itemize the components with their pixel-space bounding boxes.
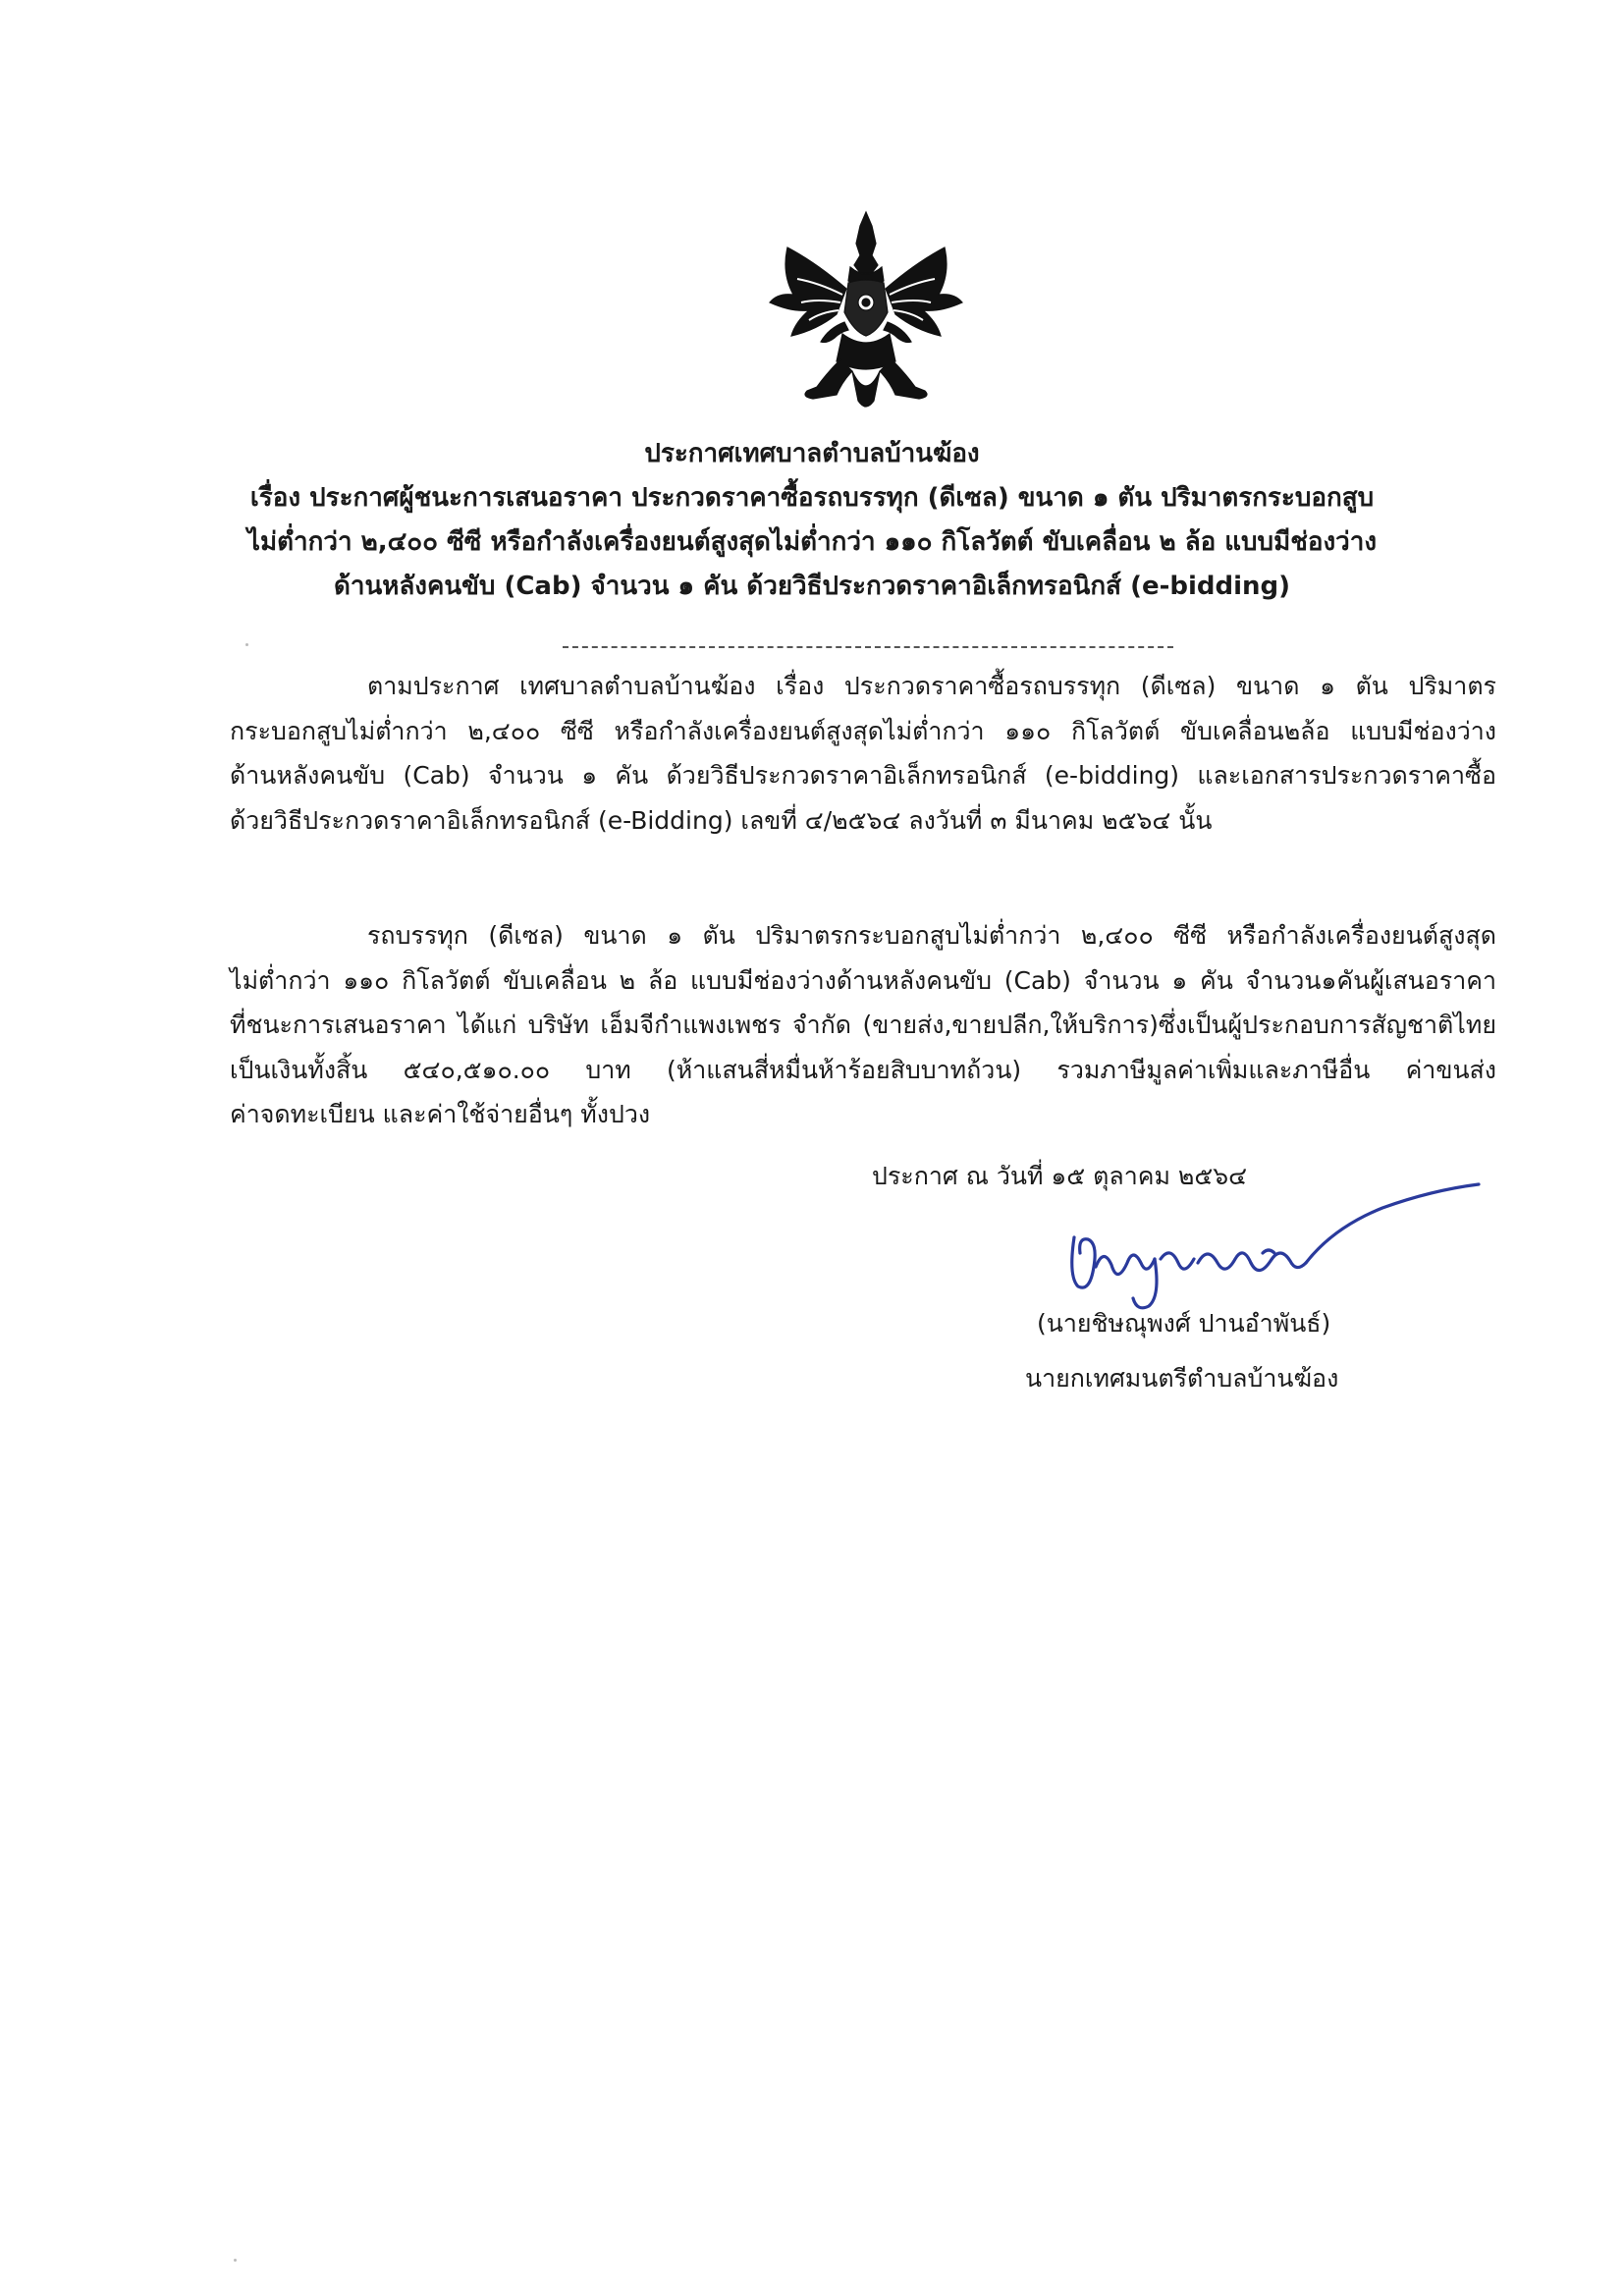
paragraph-1-line-4: ด้วยวิธีประกวดราคาอิเล็กทรอนิกส์ (e-Bidding) เลขที่ ๔/๒๕๖๔ ลงวันที่ ๓ มีนาคม ๒๕๖๔ นั้น	[230, 805, 1213, 835]
paragraph-1-line-2: กระบอกสูบไม่ต่ำกว่า ๒,๔๐๐ ซีซี หรือกำลังเครื่องยนต์สูงสุดไม่ต่ำกว่า ๑๑๐ กิโลวัตต์ ขับเคลื่อน๒ล้อ แบบมีช่องว่าง	[230, 716, 1497, 745]
scan-speck	[234, 2259, 237, 2262]
garuda-emblem-icon	[758, 204, 974, 420]
paragraph-1-line-3: ด้านหลังคนขับ (Cab) จำนวน ๑ คัน ด้วยวิธีประกวดราคาอิเล็กทรอนิกส์ (e-bidding) และเอกสารประกวดราคาซื้อ	[230, 761, 1496, 791]
paragraph-2-line-5: ค่าจดทะเบียน และค่าใช้จ่ายอื่นๆ ทั้งปวง	[230, 1100, 651, 1129]
subject-line-2: ไม่ต่ำกว่า ๒,๔๐๐ ซีซี หรือกำลังเครื่องยนต์สูงสุดไม่ต่ำกว่า ๑๑๐ กิโลวัตต์ ขับเคลื่อน ๒ ล้อ แบบมีช่องว่าง	[246, 527, 1378, 557]
subject-line-1: เรื่อง ประกาศผู้ชนะการเสนอราคา ประกวดราคาซื้อรถบรรทุก (ดีเซล) ขนาด ๑ ตัน ปริมาตรกระบอกสูบ	[249, 483, 1375, 513]
body-paragraph-2	[230, 913, 1496, 1137]
announcement-title-block	[196, 432, 1428, 609]
paragraph-2-line-2: ไม่ต่ำกว่า ๑๑๐ กิโลวัตต์ ขับเคลื่อน ๒ ล้อ แบบมีช่องว่างด้านหลังคนขับ (Cab) จำนวน ๑ คัน จำนวน๑คันผู้เสนอราคา	[230, 965, 1496, 995]
organization-heading: ประกาศเทศบาลตำบลบ้านฆ้อง	[644, 439, 980, 468]
body-paragraph-1	[230, 664, 1496, 843]
paragraph-2-line-1: รถบรรทุก (ดีเซล) ขนาด ๑ ตัน ปริมาตรกระบอกสูบไม่ต่ำกว่า ๒,๔๐๐ ซีซี หรือกำลังเครื่องยนต์สูงสุด	[367, 921, 1496, 950]
announcement-date: ประกาศ ณ วันที่ ๑๕ ตุลาคม ๒๕๖๔	[872, 1162, 1248, 1190]
paragraph-1-line-1: ตามประกาศ เทศบาลตำบลบ้านฆ้อง เรื่อง ประกวดราคาซื้อรถบรรทุก (ดีเซล) ขนาด ๑ ตัน ปริมาตร	[367, 672, 1496, 700]
scan-speck	[245, 643, 248, 646]
title-divider	[563, 646, 1173, 648]
subject-line-3: ด้านหลังคนขับ (Cab) จำนวน ๑ คัน ด้วยวิธีประกวดราคาอิเล็กทรอนิกส์ (e-bidding)	[333, 572, 1291, 601]
paragraph-2-line-3: ที่ชนะการเสนอราคา ได้แก่ บริษัท เอ็มจีกำแพงเพชร จำกัด (ขายส่ง,ขายปลีก,ให้บริการ)ซึ่งเป็นผู้ประกอบการสัญชาติไทย	[230, 1011, 1496, 1040]
signer-name: (นายชิษณุพงศ์ ปานอำพันธ์)	[1037, 1309, 1331, 1338]
handwritten-signature	[1039, 1169, 1490, 1316]
signer-title: นายกเทศมนตรีตำบลบ้านฆ้อง	[1025, 1364, 1339, 1393]
paragraph-2-line-4: เป็นเงินทั้งสิ้น ๕๔๐,๕๑๐.๐๐ บาท (ห้าแสนสี่หมื่นห้าร้อยสิบบาทถ้วน) รวมภาษีมูลค่าเพิ่มและภาษีอื่น ค่าขนส่ง	[230, 1055, 1496, 1084]
